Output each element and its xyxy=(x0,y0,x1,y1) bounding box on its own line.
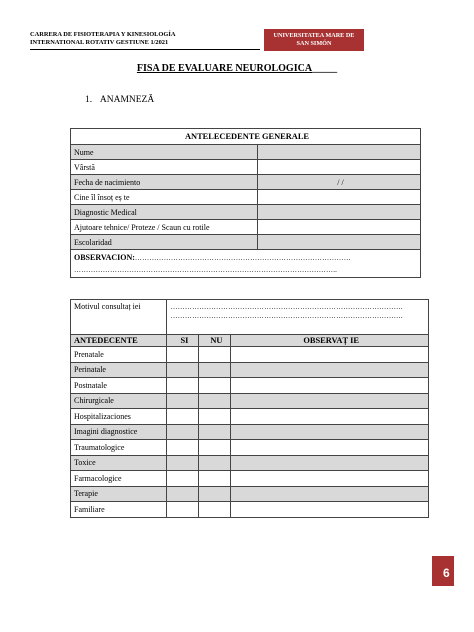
general-table-heading: ANTELECEDENTE GENERALE xyxy=(71,129,421,145)
observation-cell[interactable] xyxy=(231,471,429,487)
table-row xyxy=(71,347,429,363)
observation-cell[interactable] xyxy=(231,486,429,502)
no-cell[interactable] xyxy=(199,486,231,502)
header-line-2: INTERNATIONAL ROTATIV GESTIUNE 1/2021 xyxy=(30,39,169,46)
header-divider xyxy=(30,49,260,50)
age-field[interactable] xyxy=(258,160,421,175)
col-antecedents: ANTEDECENTE xyxy=(71,335,167,347)
observation-dots-1: ……………………………………………………………………………… xyxy=(134,253,351,262)
observation-cell[interactable] xyxy=(231,362,429,378)
row-label: Familiare xyxy=(71,502,167,518)
yes-cell[interactable] xyxy=(167,486,199,502)
general-antecedents-table xyxy=(70,128,421,278)
no-cell[interactable] xyxy=(199,455,231,471)
row-label: Toxice xyxy=(71,455,167,471)
section-heading xyxy=(85,95,154,105)
yes-cell[interactable] xyxy=(167,393,199,409)
observation-label: OBSERVACION: xyxy=(74,252,135,262)
row-label: Perinatale xyxy=(71,362,167,378)
university-line-1: UNIVERSITATEA MARE DE xyxy=(273,32,355,39)
aids-field[interactable] xyxy=(258,220,421,235)
section-number: 1. xyxy=(85,95,93,105)
yes-cell[interactable] xyxy=(167,424,199,440)
observation-cell[interactable] xyxy=(231,455,429,471)
table-row xyxy=(71,440,429,456)
no-cell[interactable] xyxy=(199,362,231,378)
yes-cell[interactable] xyxy=(167,471,199,487)
yes-cell[interactable] xyxy=(167,440,199,456)
row-label: Prenatale xyxy=(71,347,167,363)
reason-field[interactable] xyxy=(167,300,429,335)
observation-cell[interactable] xyxy=(231,440,429,456)
no-cell[interactable] xyxy=(199,393,231,409)
yes-cell[interactable] xyxy=(167,502,199,518)
no-cell[interactable] xyxy=(199,471,231,487)
table-row xyxy=(71,362,429,378)
table-row xyxy=(71,455,429,471)
row-label: Ajutoare tehnice/ Proteze / Scaun cu rotile xyxy=(71,220,258,235)
row-label: Diagnostic Medical xyxy=(71,205,258,220)
col-observation: OBSERVAȚ IE xyxy=(231,335,429,347)
schooling-field[interactable] xyxy=(258,235,421,250)
section-label: ANAMNEZĂ xyxy=(99,95,155,105)
observation-cell[interactable] xyxy=(231,409,429,425)
university-line-2: SAN SIMÓN xyxy=(296,40,332,47)
no-cell[interactable] xyxy=(199,424,231,440)
header-institution xyxy=(30,31,175,47)
page-number: 6 xyxy=(443,566,450,580)
row-label: Imagini diagnostice xyxy=(71,424,167,440)
table-row xyxy=(71,424,429,440)
row-label: Traumatologice xyxy=(71,440,167,456)
name-field[interactable] xyxy=(258,145,421,160)
row-label: Cine îl însoț eș te xyxy=(71,190,258,205)
col-no: NU xyxy=(199,335,231,347)
header-line-1: CARRERA DE FISIOTERAPIA Y KINESIOLOGÍA xyxy=(30,31,176,38)
reason-dots-1: ……………………………………………………………………………………. xyxy=(170,303,403,311)
yes-cell[interactable] xyxy=(167,347,199,363)
observation-cell[interactable] xyxy=(231,393,429,409)
no-cell[interactable] xyxy=(199,347,231,363)
yes-cell[interactable] xyxy=(167,409,199,425)
row-label: Nume xyxy=(71,145,258,160)
observation-cell[interactable] xyxy=(231,347,429,363)
page-title: FISA DE EVALUARE NEUROLOGICA_____ xyxy=(136,63,338,74)
table-row xyxy=(71,409,429,425)
row-label: Vârstă xyxy=(71,160,258,175)
birthdate-field[interactable]: / / xyxy=(258,175,421,190)
companion-field[interactable] xyxy=(258,190,421,205)
observation-cell[interactable] xyxy=(231,378,429,394)
yes-cell[interactable] xyxy=(167,362,199,378)
table-row xyxy=(71,471,429,487)
table-row xyxy=(71,502,429,518)
observation-dots-2: ……………………………………………………………………………………………….. xyxy=(74,265,338,274)
observation-cell[interactable] xyxy=(231,424,429,440)
row-label: Farmacologice xyxy=(71,471,167,487)
row-label: Chirurgicale xyxy=(71,393,167,409)
observation-field[interactable] xyxy=(71,250,421,278)
table-row xyxy=(71,393,429,409)
row-label: Hospitalizaciones xyxy=(71,409,167,425)
university-badge xyxy=(264,29,364,51)
no-cell[interactable] xyxy=(199,440,231,456)
yes-cell[interactable] xyxy=(167,455,199,471)
col-yes: SI xyxy=(167,335,199,347)
row-label: Escolaridad xyxy=(71,235,258,250)
diagnosis-field[interactable] xyxy=(258,205,421,220)
yes-cell[interactable] xyxy=(167,378,199,394)
row-label: Fecha de nacimiento xyxy=(71,175,258,190)
reason-dots-2: ……………………………………………………………………………………. xyxy=(170,312,403,320)
row-label: Postnatale xyxy=(71,378,167,394)
antecedents-history-table xyxy=(70,299,429,518)
table-row xyxy=(71,486,429,502)
table-row xyxy=(71,378,429,394)
no-cell[interactable] xyxy=(199,378,231,394)
no-cell[interactable] xyxy=(199,409,231,425)
observation-cell[interactable] xyxy=(231,502,429,518)
reason-label: Motivul consultaț iei xyxy=(71,300,167,335)
no-cell[interactable] xyxy=(199,502,231,518)
row-label: Terapie xyxy=(71,486,167,502)
